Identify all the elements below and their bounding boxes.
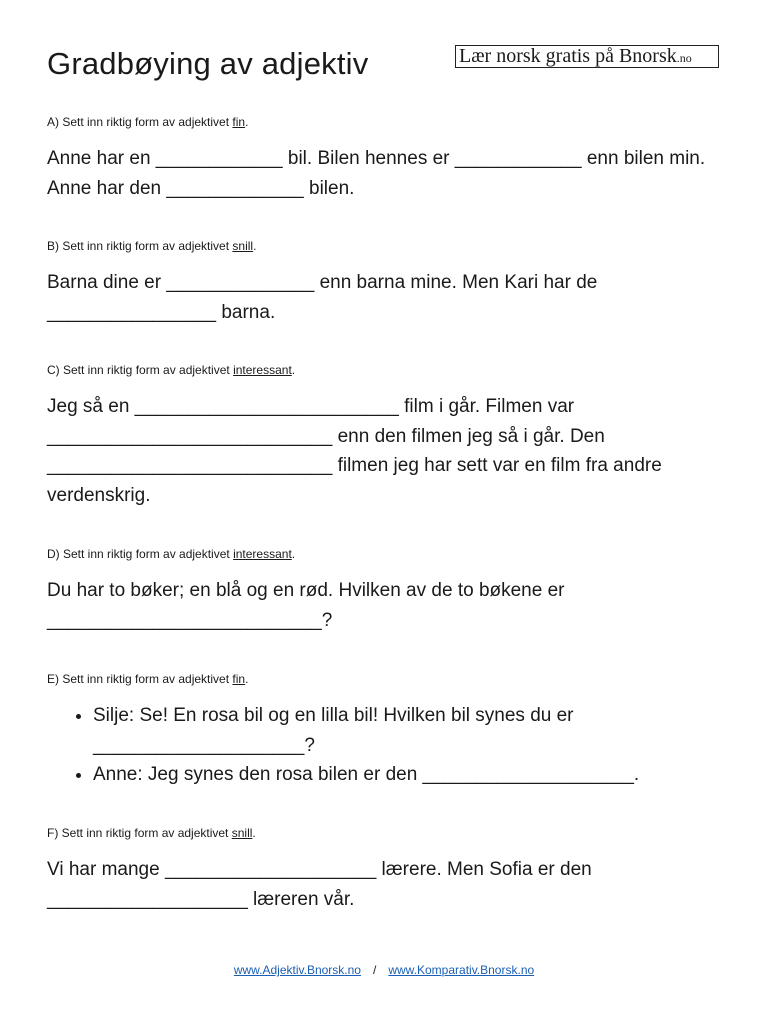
instruction-a-adjective: fin: [232, 115, 246, 129]
instruction-a: [47, 114, 727, 130]
exercise-e-list: [47, 701, 727, 790]
logo-suffix-text: .no: [676, 51, 692, 65]
exercise-c-text: Jeg så en _________________________ film i går. Filmen var ___________________________ enn den filmen jeg så i går. Den ___________________________ filmen jeg har sett var en film fra andre verdenskrig.: [47, 396, 662, 506]
instruction-b-adjective: snill: [232, 239, 254, 253]
instruction-f-adjective: snill: [231, 826, 253, 840]
exercise-e: [47, 671, 727, 790]
instruction-d-suffix: .: [291, 547, 296, 561]
instruction-f-suffix: .: [252, 826, 256, 840]
exercise-f-text: Vi har mange ____________________ lærere. Men Sofia er den ___________________ læreren vår.: [47, 859, 592, 910]
exercise-a-text: Anne har en ____________ bil. Bilen hennes er ____________ enn bilen min. Anne har den _____________ bilen.: [47, 148, 706, 199]
instruction-b-prefix: B) Sett inn riktig form av adjektivet: [47, 239, 233, 253]
instruction-a-prefix: A) Sett inn riktig form av adjektivet: [47, 115, 233, 129]
instruction-f-prefix: F) Sett inn riktig form av adjektivet: [47, 826, 232, 840]
instruction-b: [47, 238, 727, 254]
instruction-a-suffix: .: [245, 115, 249, 129]
instruction-c: [47, 362, 727, 378]
instruction-c-prefix: C) Sett inn riktig form av adjektivet: [47, 363, 234, 377]
list-item: • Anne: Jeg synes den rosa bilen er den ____________________.: [93, 760, 727, 790]
exercise-f: [47, 825, 727, 914]
instruction-e: [47, 671, 727, 687]
list-item: • Silje: Se! En rosa bil og en lilla bil! Hvilken bil synes du er ____________________?: [93, 701, 727, 760]
instruction-d-prefix: D) Sett inn riktig form av adjektivet: [47, 547, 234, 561]
exercise-d-text: Du har to bøker; en blå og en rød. Hvilken av de to bøkene er __________________________?: [47, 580, 565, 631]
exercise-a: [47, 114, 727, 203]
bnorsk-logo: [455, 45, 719, 68]
instruction-e-prefix: E) Sett inn riktig form av adjektivet: [47, 672, 233, 686]
instruction-c-adjective: interessant: [233, 363, 292, 377]
page-title: Gradbøying av adjektiv: [47, 46, 369, 81]
instruction-e-suffix: .: [245, 672, 249, 686]
logo-main-text: Lær norsk gratis på Bnorsk: [459, 45, 677, 67]
instruction-d-adjective: interessant: [233, 547, 292, 561]
instruction-f: [47, 825, 727, 841]
footer-link-adjektiv[interactable]: www.Adjektiv.Bnorsk.no: [233, 963, 361, 977]
exercise-b-text: Barna dine er ______________ enn barna mine. Men Kari har de ________________ barna.: [47, 272, 598, 323]
footer-separator: /: [372, 963, 377, 977]
footer: [0, 963, 768, 977]
exercise-d: [47, 546, 727, 635]
instruction-c-suffix: .: [291, 363, 296, 377]
exercise-c: [47, 362, 727, 510]
instruction-b-suffix: .: [253, 239, 257, 253]
instruction-d: [47, 546, 727, 562]
instruction-e-adjective: fin: [232, 672, 246, 686]
exercise-b: [47, 238, 727, 327]
footer-link-komparativ[interactable]: www.Komparativ.Bnorsk.no: [388, 963, 535, 977]
